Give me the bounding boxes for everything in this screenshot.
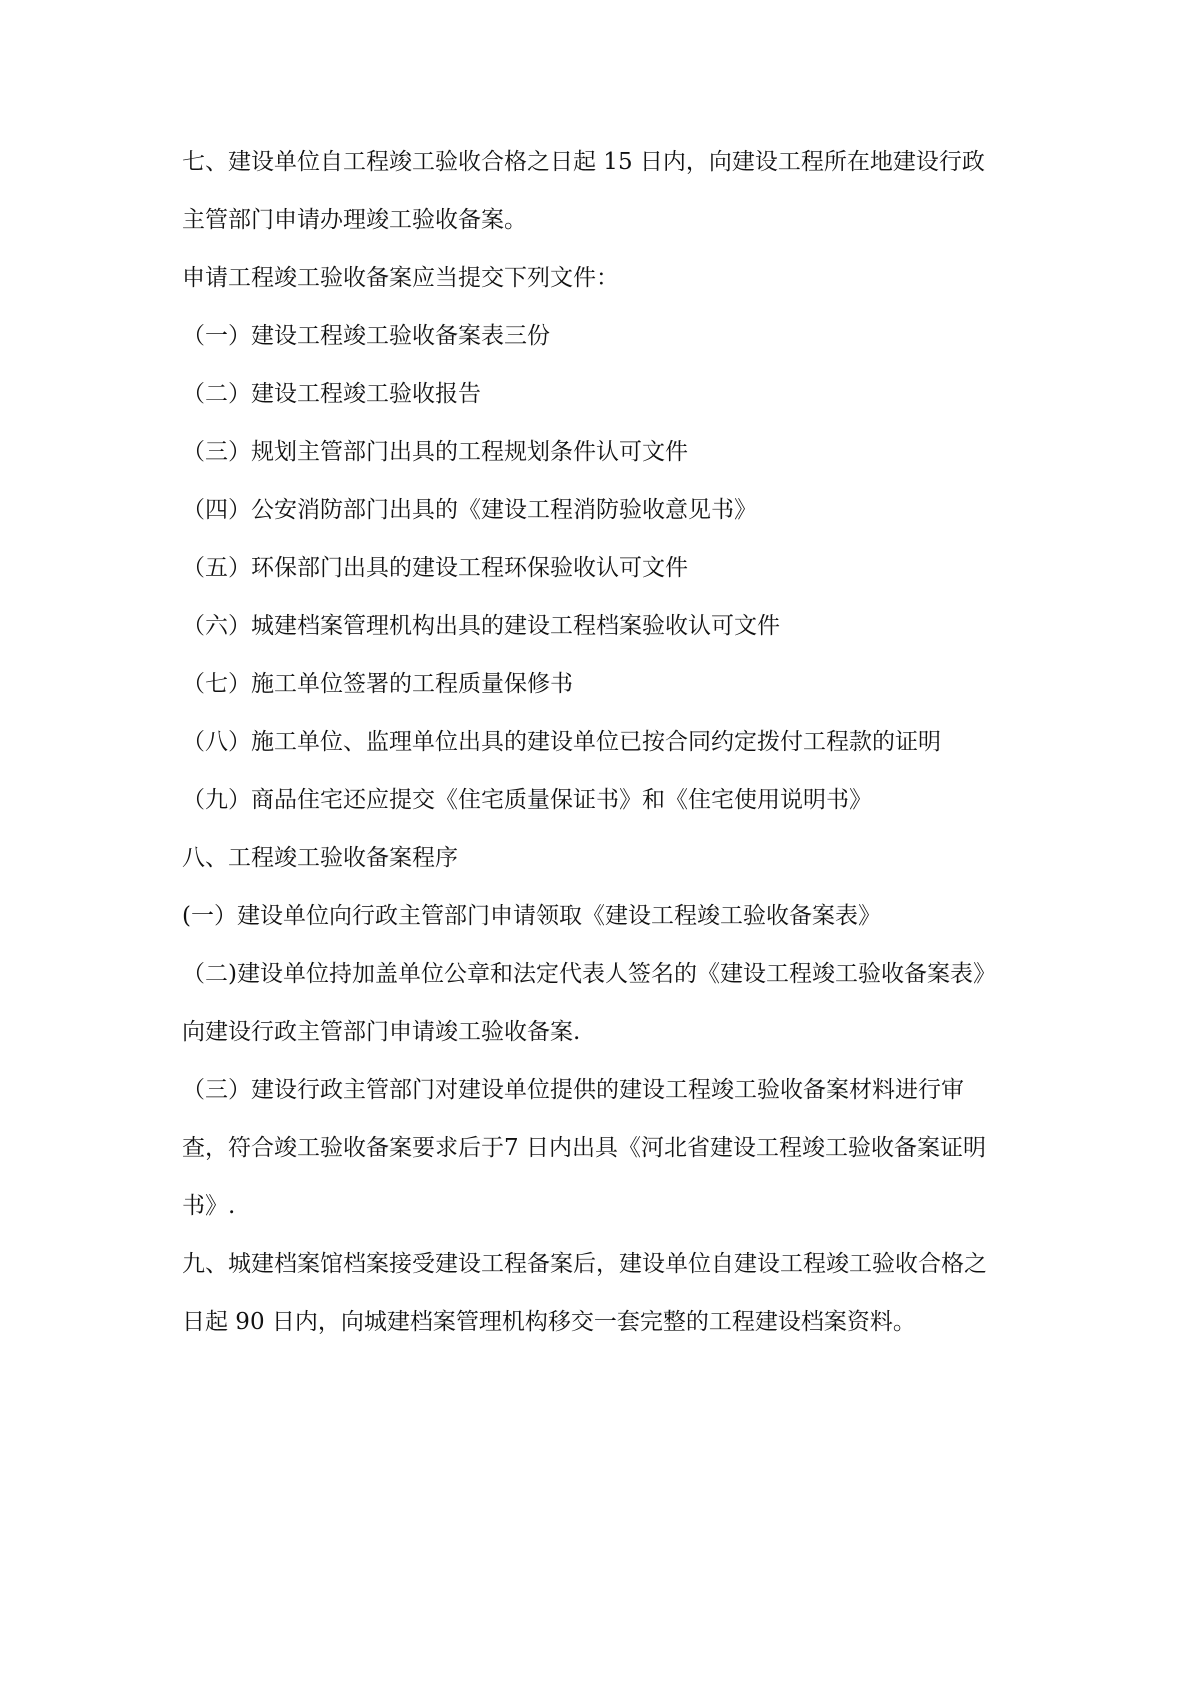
list-item: （二)建设单位持加盖单位公章和法定代表人签名的《建设工程竣工验收备案表》 (182, 961, 996, 987)
paragraph-line: 日起 90 日内，向城建档案管理机构移交一套完整的工程建设档案资料。 (182, 1309, 916, 1335)
paragraph-line: 主管部门申请办理竣工验收备案。 (182, 207, 527, 233)
list-item: （一）建设工程竣工验收备案表三份 (182, 323, 550, 349)
paragraph-line: 申请工程竣工验收备案应当提交下列文件： (182, 265, 619, 291)
list-item: （三）规划主管部门出具的工程规划条件认可文件 (182, 439, 688, 465)
list-item: (一）建设单位向行政主管部门申请领取《建设工程竣工验收备案表》 (182, 903, 881, 929)
list-item: （五）环保部门出具的建设工程环保验收认可文件 (182, 555, 688, 581)
paragraph-line: 查，符合竣工验收备案要求后于7 日内出具《河北省建设工程竣工验收备案证明 (182, 1135, 986, 1161)
list-item: （七）施工单位签署的工程质量保修书 (182, 671, 573, 697)
list-item: （三）建设行政主管部门对建设单位提供的建设工程竣工验收备案材料进行审 (182, 1077, 964, 1103)
paragraph-line: 向建设行政主管部门申请竣工验收备案. (182, 1019, 581, 1045)
section-heading: 八、工程竣工验收备案程序 (182, 845, 458, 871)
paragraph-line: 书》. (182, 1193, 236, 1219)
list-item: （九）商品住宅还应提交《住宅质量保证书》和《住宅使用说明书》 (182, 787, 872, 813)
paragraph-line: 九、城建档案馆档案接受建设工程备案后，建设单位自建设工程竣工验收合格之 (182, 1251, 987, 1277)
list-item: （二）建设工程竣工验收报告 (182, 381, 481, 407)
list-item: （四）公安消防部门出具的《建设工程消防验收意见书》 (182, 497, 757, 523)
paragraph-line: 七、建设单位自工程竣工验收合格之日起 15 日内，向建设工程所在地建设行政 (182, 149, 985, 175)
list-item: （六）城建档案管理机构出具的建设工程档案验收认可文件 (182, 613, 780, 639)
list-item: （八）施工单位、监理单位出具的建设单位已按合同约定拨付工程款的证明 (182, 729, 941, 755)
